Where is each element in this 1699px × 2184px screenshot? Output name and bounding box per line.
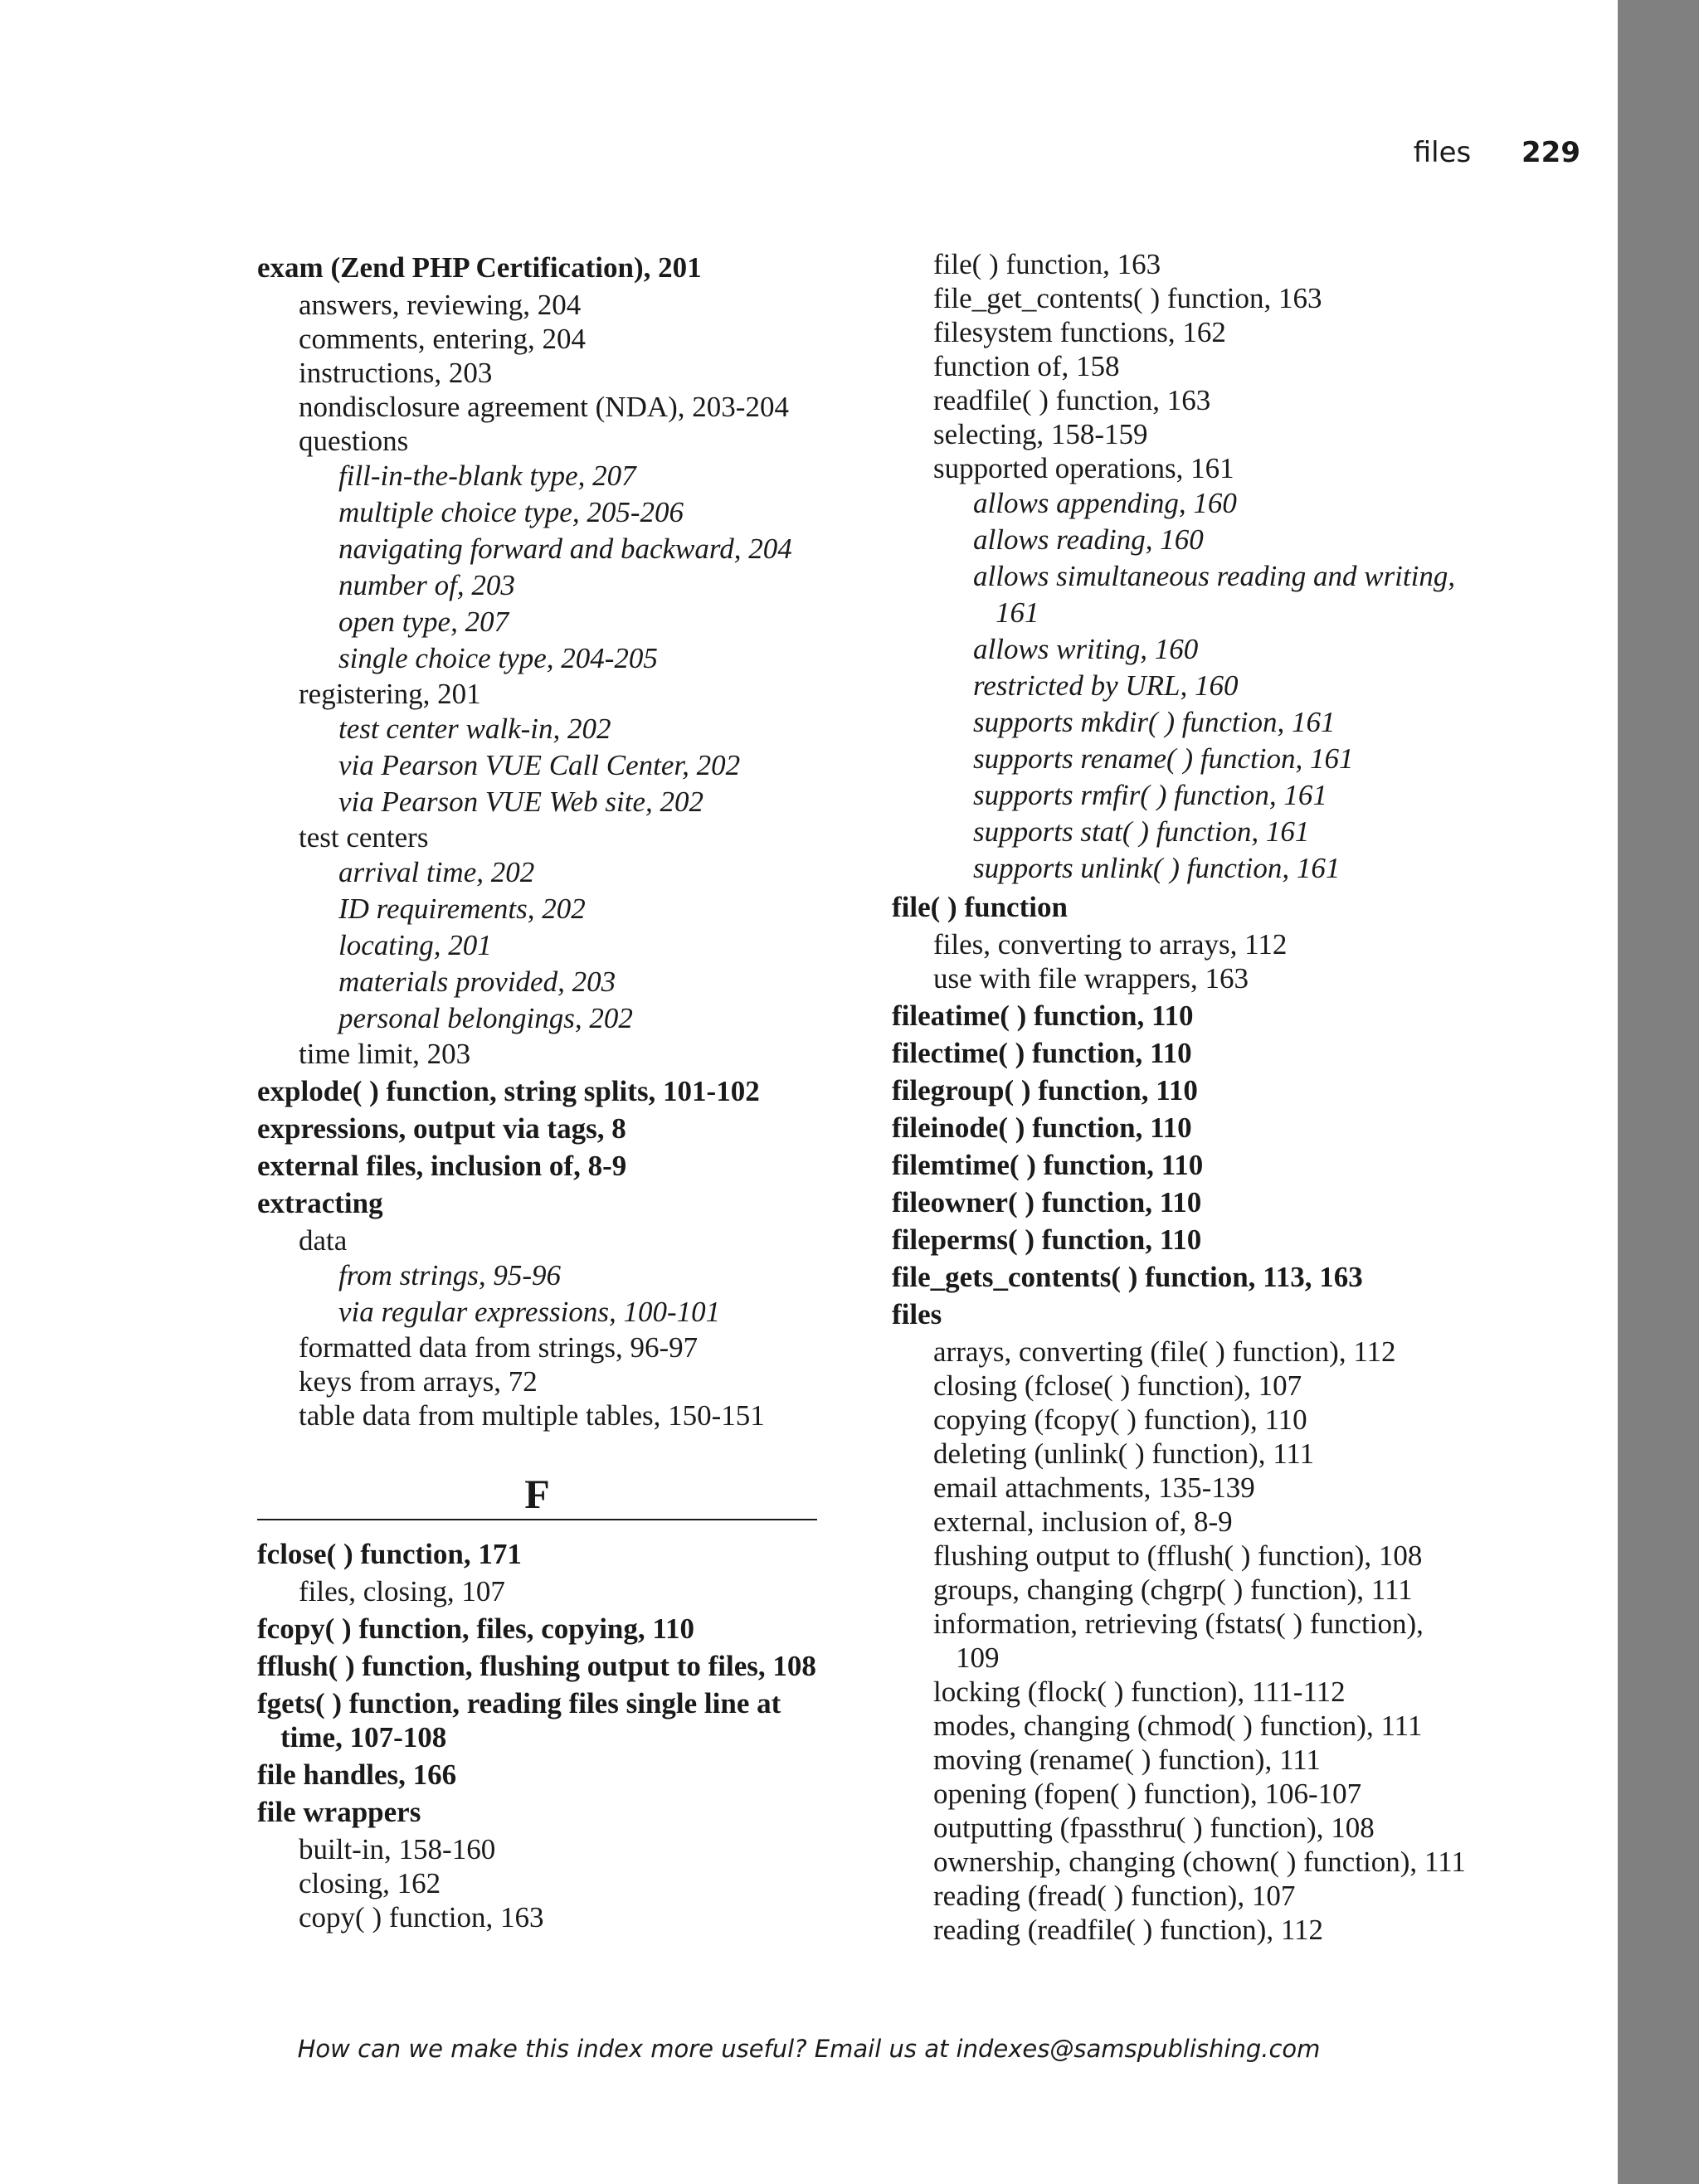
index-entry: fclose( ) function, 171 <box>257 1538 522 1570</box>
index-entry: external files, inclusion of, 8-9 <box>257 1150 627 1182</box>
index-subentry: closing, 162 <box>299 1867 441 1899</box>
index-subentry: ownership, changing (chown( ) function), 111 <box>933 1846 1466 1878</box>
index-subsubentry: fill-in-the-blank type, 207 <box>338 460 636 492</box>
index-subentry: function of, 158 <box>933 350 1120 382</box>
index-subentry: filesystem functions, 162 <box>933 316 1226 348</box>
index-subentry: readfile( ) function, 163 <box>933 384 1211 416</box>
index-subsubentry: supports rename( ) function, 161 <box>973 742 1354 775</box>
index-column-left <box>257 247 830 1934</box>
index-entry: fileowner( ) function, 110 <box>892 1186 1202 1218</box>
index-entry: fileperms( ) function, 110 <box>892 1223 1202 1256</box>
index-entry: fgets( ) function, reading files single line at time, 107-108 <box>257 1687 781 1754</box>
page-edge-bar <box>1618 0 1699 2184</box>
index-subentry: files, converting to arrays, 112 <box>933 928 1288 961</box>
index-subentry: copy( ) function, 163 <box>299 1901 544 1933</box>
index-entry: fcopy( ) function, files, copying, 110 <box>257 1612 694 1645</box>
index-subentry: outputting (fpassthru( ) function), 108 <box>933 1812 1375 1844</box>
index-subsubentry: allows appending, 160 <box>973 487 1237 519</box>
index-entry: filemtime( ) function, 110 <box>892 1149 1204 1181</box>
index-subsubentry: multiple choice type, 205-206 <box>338 496 684 528</box>
index-subentry: selecting, 158-159 <box>933 418 1148 450</box>
index-subentry: questions <box>299 425 409 457</box>
index-subentry: opening (fopen( ) function), 106-107 <box>933 1778 1362 1810</box>
index-subsubentry: restricted by URL, 160 <box>973 669 1239 702</box>
index-subentry: deleting (unlink( ) function), 111 <box>933 1437 1315 1470</box>
index-subentry: built-in, 158-160 <box>299 1833 496 1865</box>
index-subentry: table data from multiple tables, 150-151 <box>299 1399 765 1432</box>
index-subentry: external, inclusion of, 8-9 <box>933 1505 1233 1538</box>
index-subentry: files, closing, 107 <box>299 1575 505 1608</box>
index-subsubentry: materials provided, 203 <box>338 966 616 998</box>
index-entry: file wrappers <box>257 1796 421 1828</box>
index-subsubentry: allows reading, 160 <box>973 523 1204 556</box>
page-number: 229 <box>1521 136 1580 169</box>
index-subentry: data <box>299 1224 348 1257</box>
index-subsubentry: from strings, 95-96 <box>338 1259 562 1291</box>
footer-note: How can we make this index more useful? Email us at indexes@samspublishing.com <box>297 2035 1321 2063</box>
index-subentry: comments, entering, 204 <box>299 323 587 355</box>
index-subsubentry: via regular expressions, 100-101 <box>338 1296 721 1328</box>
index-subentry: formatted data from strings, 96-97 <box>299 1331 699 1364</box>
index-subentry: closing (fclose( ) function), 107 <box>933 1369 1302 1402</box>
index-subsubentry: open type, 207 <box>338 606 509 638</box>
index-entry: file handles, 166 <box>257 1758 457 1791</box>
index-entry: fflush( ) function, flushing output to files, 108 <box>257 1650 816 1682</box>
index-subentry: copying (fcopy( ) function), 110 <box>933 1403 1307 1436</box>
index-subsubentry: allows simultaneous reading and writing, 161 <box>973 560 1456 629</box>
index-subentry: instructions, 203 <box>299 357 493 389</box>
index-subentry: moving (rename( ) function), 111 <box>933 1744 1321 1776</box>
index-subentry: file_get_contents( ) function, 163 <box>933 282 1322 314</box>
index-subsubentry: via Pearson VUE Web site, 202 <box>338 786 704 818</box>
index-entry: extracting <box>257 1187 383 1219</box>
index-subsubentry: supports mkdir( ) function, 161 <box>973 706 1336 738</box>
index-subentry: arrays, converting (file( ) function), 112 <box>933 1335 1396 1368</box>
index-subentry: flushing output to (fflush( ) function), 108 <box>933 1540 1423 1572</box>
running-head <box>1414 133 1580 173</box>
index-subentry: information, retrieving (fstats( ) function), 109 <box>933 1608 1424 1674</box>
entries-group-f <box>257 1537 830 1934</box>
index-entry: file( ) function <box>892 891 1068 923</box>
index-subsubentry: supports stat( ) function, 161 <box>973 815 1310 848</box>
index-subsubentry: allows writing, 160 <box>973 633 1199 665</box>
index-subsubentry: test center walk-in, 202 <box>338 713 611 745</box>
index-entry: filectime( ) function, 110 <box>892 1037 1192 1069</box>
index-subentry: reading (fread( ) function), 107 <box>933 1880 1296 1912</box>
index-subsubentry: single choice type, 204-205 <box>338 642 658 674</box>
index-entry: fileatime( ) function, 110 <box>892 1000 1194 1032</box>
index-subentry: locking (flock( ) function), 111-112 <box>933 1676 1346 1708</box>
index-subsubentry: ID requirements, 202 <box>338 893 586 925</box>
index-subentry: nondisclosure agreement (NDA), 203-204 <box>299 391 789 423</box>
index-subentry: keys from arrays, 72 <box>299 1365 538 1398</box>
index-entry: explode( ) function, string splits, 101-102 <box>257 1075 760 1107</box>
index-entry: files <box>892 1298 942 1330</box>
section-heading-f: F <box>257 1469 817 1520</box>
index-subsubentry: navigating forward and backward, 204 <box>338 533 792 565</box>
index-subentry: time limit, 203 <box>299 1038 471 1070</box>
index-subsubentry: arrival time, 202 <box>338 856 535 888</box>
index-subsubentry: supports rmfir( ) function, 161 <box>973 779 1327 811</box>
index-subentry: email attachments, 135-139 <box>933 1471 1255 1504</box>
index-entry: fileinode( ) function, 110 <box>892 1111 1192 1144</box>
index-entry: file_gets_contents( ) function, 113, 163 <box>892 1261 1363 1293</box>
index-subsubentry: via Pearson VUE Call Center, 202 <box>338 749 741 781</box>
index-subentry: supported operations, 161 <box>933 452 1234 484</box>
index-column-right <box>892 247 1473 1947</box>
index-subsubentry: locating, 201 <box>338 929 492 961</box>
index-subentry: answers, reviewing, 204 <box>299 289 582 321</box>
index-subentry: use with file wrappers, 163 <box>933 962 1249 995</box>
index-subsubentry: personal belongings, 202 <box>338 1002 633 1034</box>
entries-group-e <box>257 251 830 1432</box>
index-subentry: reading (readfile( ) function), 112 <box>933 1914 1324 1946</box>
index-subentry: registering, 201 <box>299 678 481 710</box>
index-subsubentry: number of, 203 <box>338 569 515 601</box>
running-head-word: files <box>1413 136 1472 169</box>
index-entry: filegroup( ) function, 110 <box>892 1074 1198 1107</box>
index-subentry: test centers <box>299 821 429 854</box>
index-entry: exam (Zend PHP Certification), 201 <box>257 251 702 284</box>
index-subentry: groups, changing (chgrp( ) function), 111 <box>933 1574 1413 1606</box>
index-entry: expressions, output via tags, 8 <box>257 1112 626 1145</box>
entries-group-right <box>892 247 1473 1947</box>
index-subentry: modes, changing (chmod( ) function), 111 <box>933 1710 1423 1742</box>
index-subsubentry: supports unlink( ) function, 161 <box>973 852 1341 884</box>
index-subentry: file( ) function, 163 <box>933 248 1161 280</box>
